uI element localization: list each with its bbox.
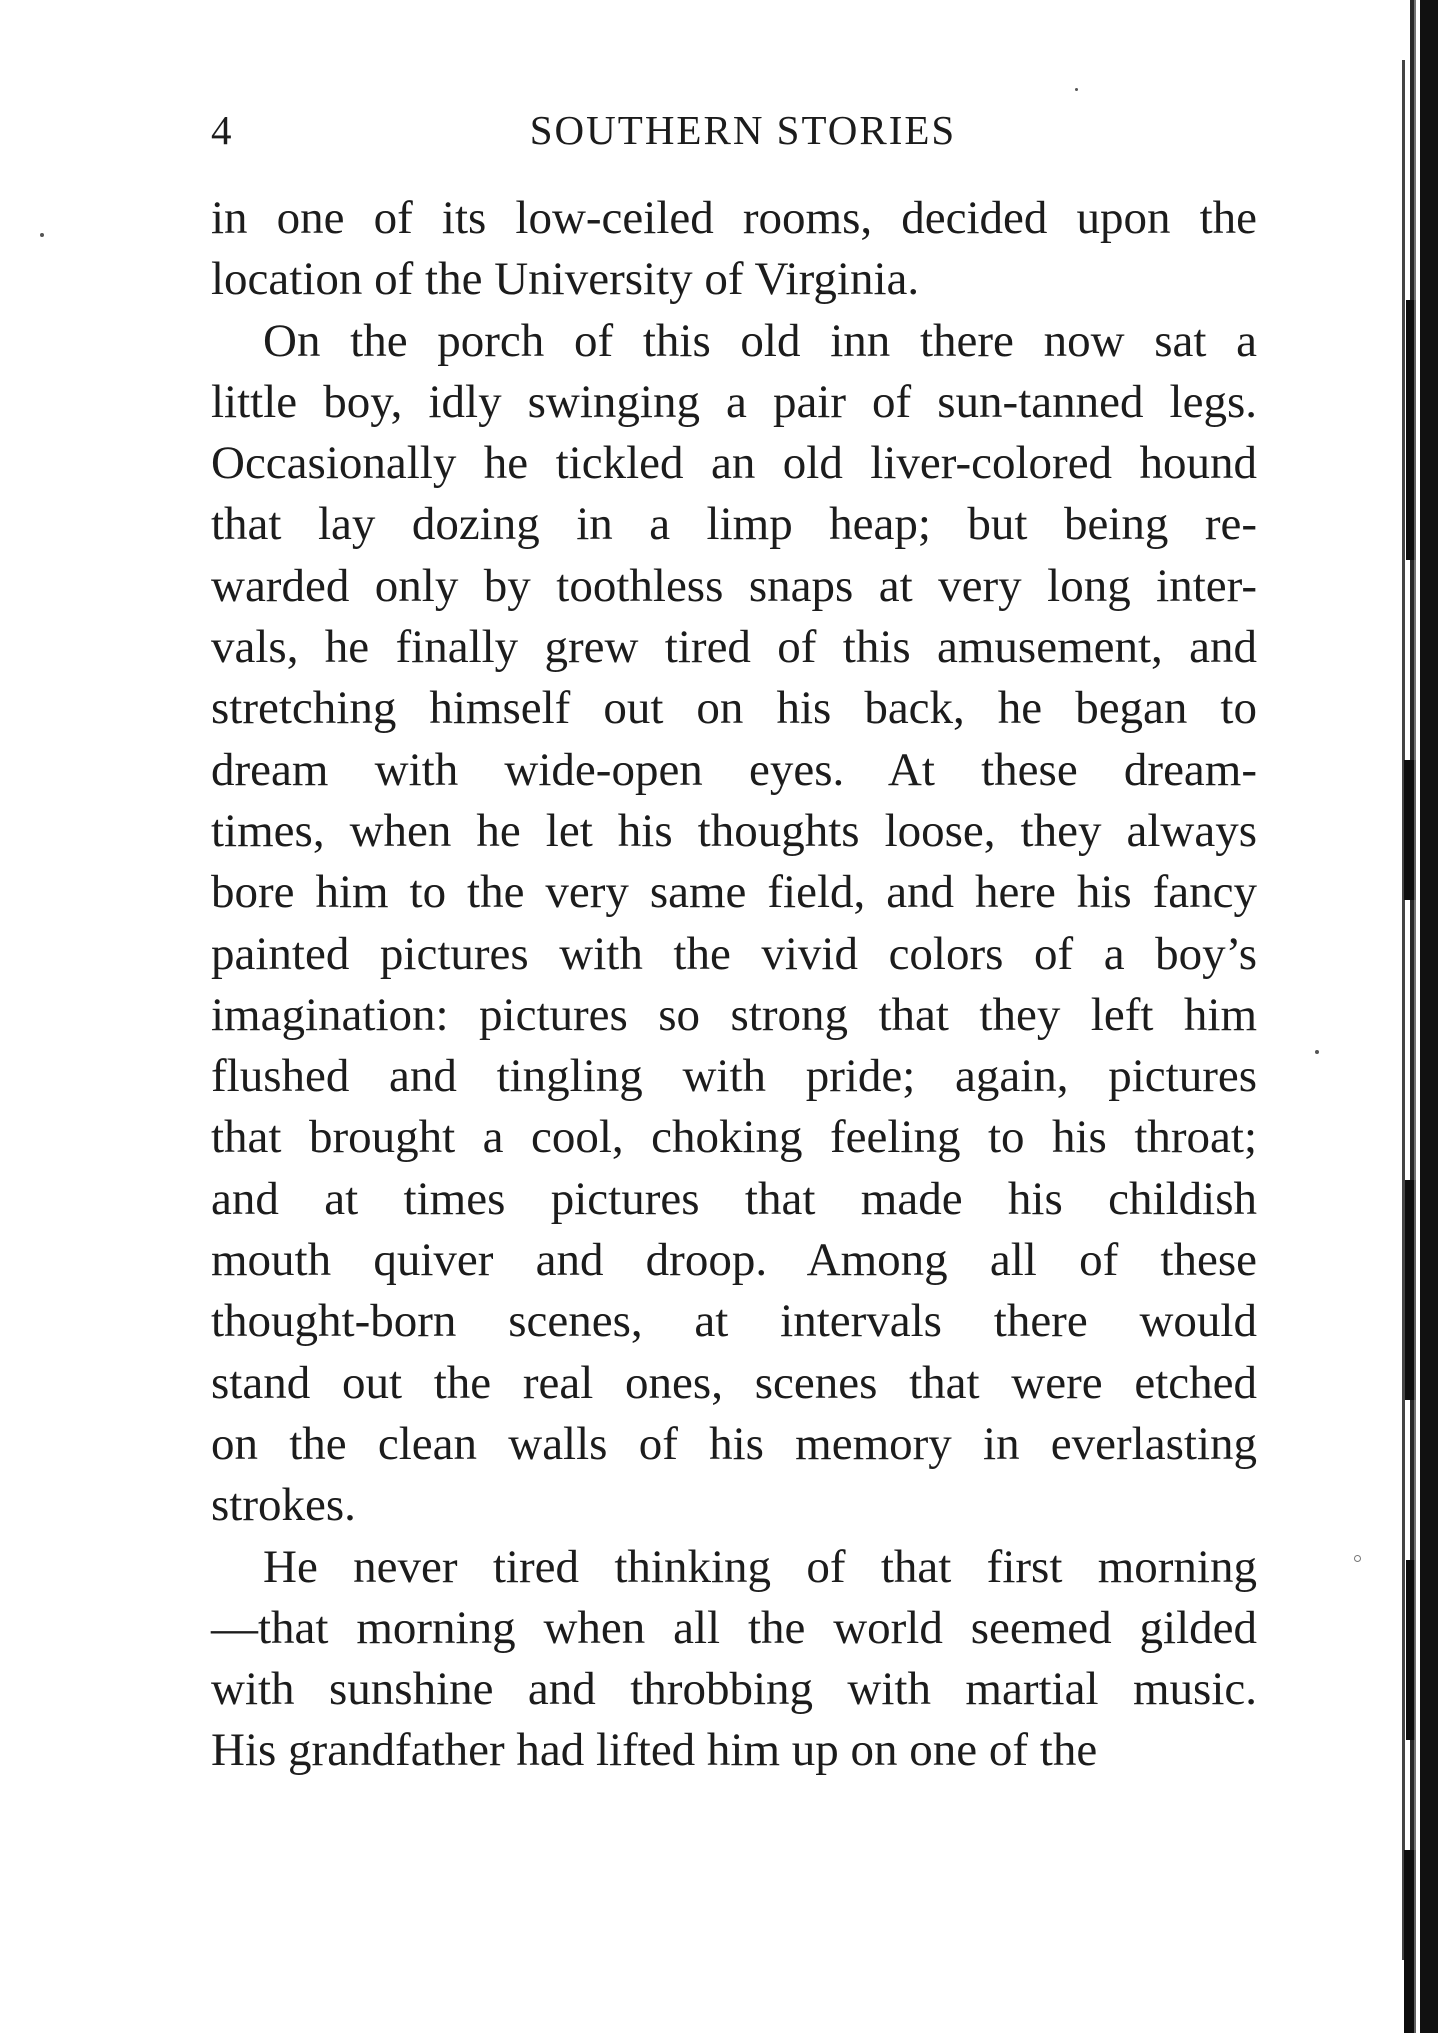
text-line: flushed and tingling with pride; again, pictures bbox=[211, 1050, 1257, 1103]
text-line: His grandfather had lifted him up on one of the bbox=[211, 1724, 1098, 1777]
text-line: vals, he finally grew tired of this amusement, and bbox=[211, 621, 1257, 674]
page-number: 4 bbox=[211, 107, 232, 153]
text-line: warded only by toothless snaps at very long inter- bbox=[211, 559, 1257, 612]
text-line: bore him to the very same field, and here his fancy bbox=[211, 866, 1257, 919]
text-line: painted pictures with the vivid colors of a boy’s bbox=[211, 927, 1257, 980]
scan-speck bbox=[1315, 1050, 1319, 1054]
text-line: location of the University of Virginia. bbox=[211, 253, 920, 306]
text-line: with sunshine and throbbing with martial music. bbox=[211, 1663, 1257, 1716]
text-line: imagination: pictures so strong that they left him bbox=[211, 988, 1257, 1041]
text-line: dream with wide-open eyes. At these dream- bbox=[211, 743, 1257, 796]
text-line: thought-born scenes, at intervals there would bbox=[211, 1295, 1257, 1348]
text-line: and at times pictures that made his childish bbox=[211, 1172, 1257, 1225]
text-line: Occasionally he tickled an old liver-colored hound bbox=[211, 437, 1257, 490]
scan-speck bbox=[1075, 88, 1078, 91]
scan-speck bbox=[40, 233, 44, 237]
text-line: stand out the real ones, scenes that were etched bbox=[211, 1356, 1257, 1409]
text-line: little boy, idly swinging a pair of sun-tanned legs. bbox=[211, 375, 1257, 428]
text-line: on the clean walls of his memory in everlasting bbox=[211, 1417, 1257, 1470]
text-line: in one of its low-ceiled rooms, decided upon the bbox=[211, 192, 1257, 244]
scan-speck bbox=[1354, 1555, 1361, 1562]
text-line: mouth quiver and droop. Among all of these bbox=[211, 1234, 1257, 1287]
text-line: —that morning when all the world seemed gilded bbox=[211, 1601, 1257, 1654]
text-line: times, when he let his thoughts loose, they always bbox=[211, 804, 1257, 857]
text-line: stretching himself out on his back, he began to bbox=[211, 682, 1257, 735]
text-line: that brought a cool, choking feeling to his throat; bbox=[211, 1111, 1257, 1164]
text-line: that lay dozing in a limp heap; but being re- bbox=[211, 498, 1257, 551]
running-title: SOUTHERN STORIES bbox=[529, 107, 957, 153]
text-line: On the porch of this old inn there now sat a bbox=[263, 314, 1257, 367]
binding-edge bbox=[1380, 0, 1438, 2033]
page-header bbox=[211, 100, 1257, 160]
text-line: strokes. bbox=[211, 1479, 356, 1532]
text-line: He never tired thinking of that first morning bbox=[263, 1540, 1257, 1593]
body-text bbox=[211, 188, 1257, 1782]
